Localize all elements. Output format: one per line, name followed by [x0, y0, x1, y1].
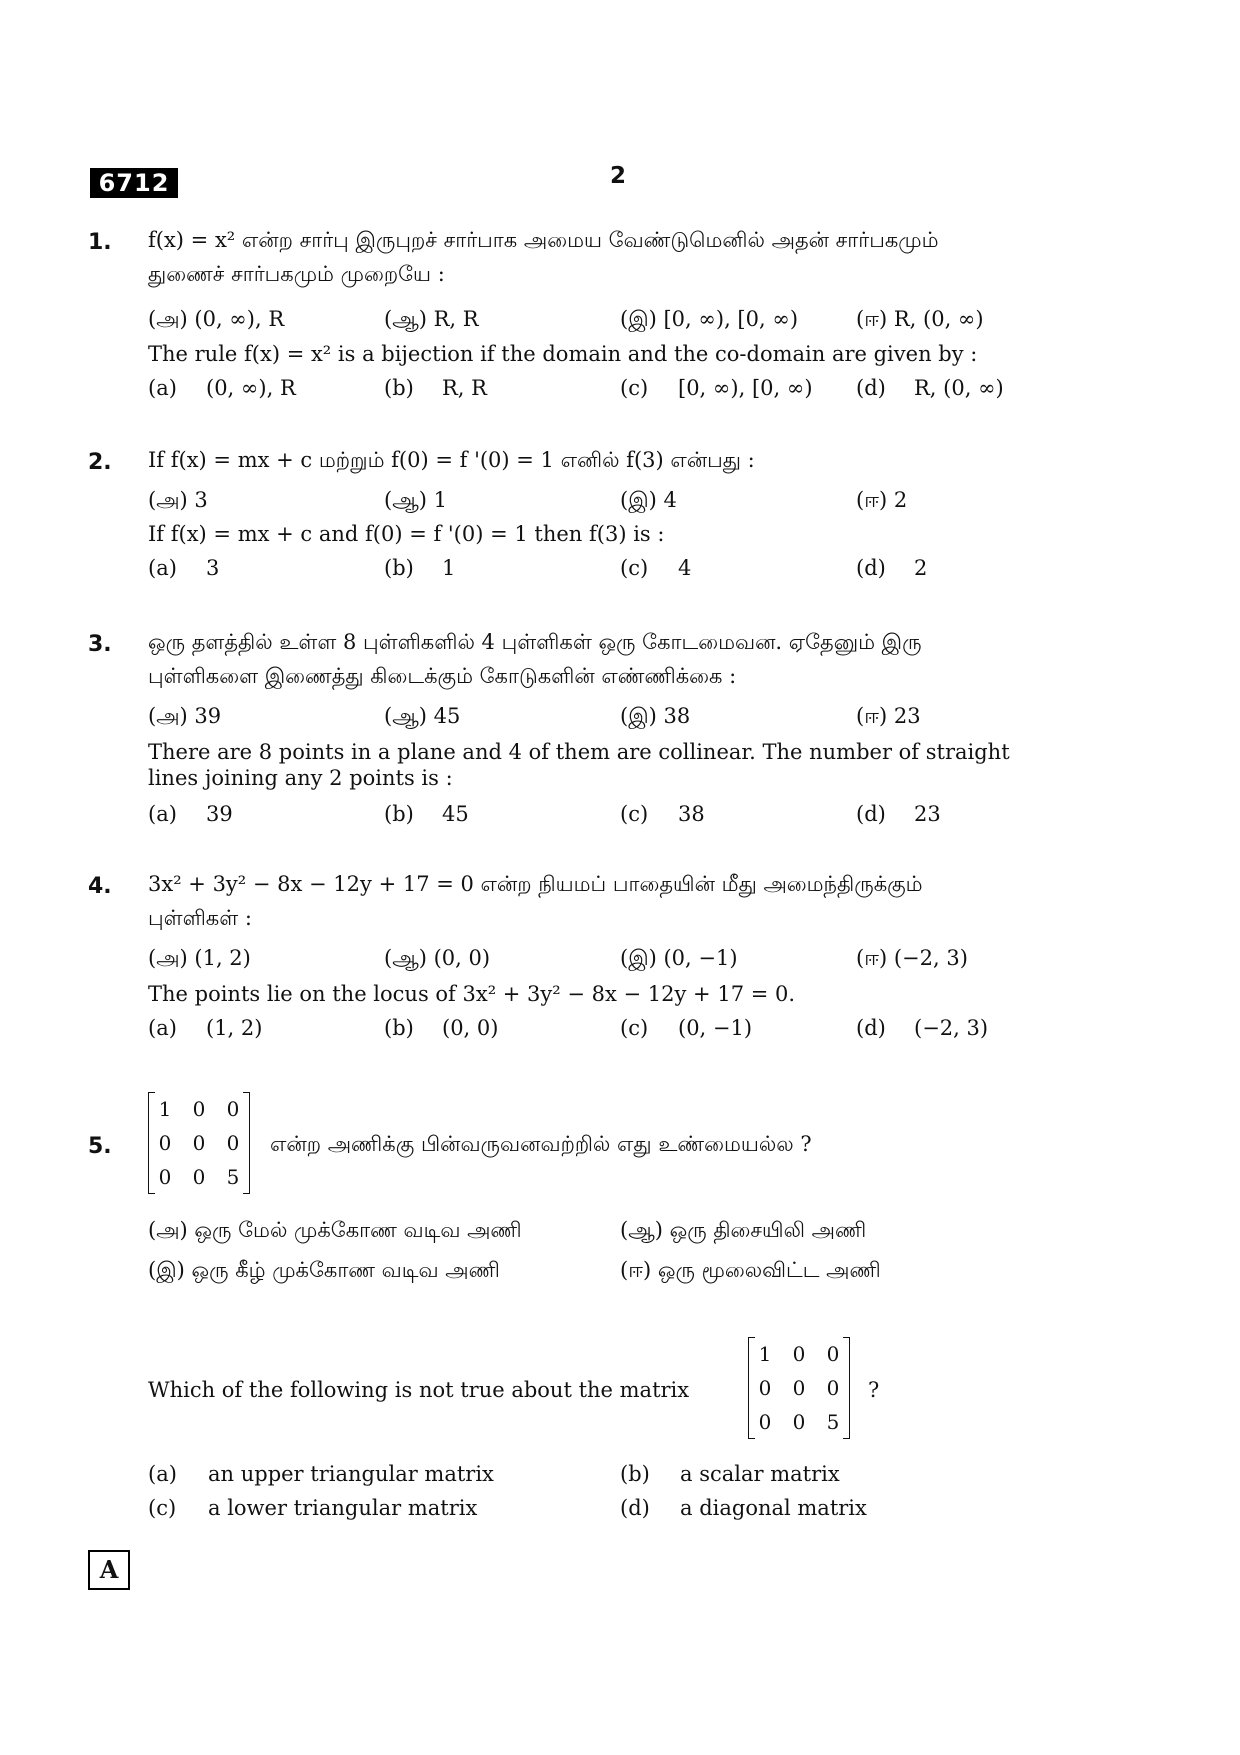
option-tamil-4: (ஈ) ஒரு மூலைவிட்ட அணி: [620, 1258, 881, 1282]
option-english-c: (c) (0, −1): [620, 1016, 753, 1040]
question-text-tamil: என்ற அணிக்கு பின்வருவனவற்றில் எது உண்மையல்ல ?: [270, 1132, 812, 1156]
matrix-cell: 0: [758, 1410, 772, 1434]
option-tamil-3: (இ) (0, −1): [620, 946, 738, 970]
question-text-tamil-line2: புள்ளிகள் :: [148, 906, 252, 930]
option-english-b: (b) 1: [384, 556, 456, 580]
option-english-c: (c) 4: [620, 556, 692, 580]
matrix-tamil: [148, 1092, 250, 1194]
option-tamil-4: (ஈ) 23: [856, 704, 921, 728]
option-english-d: (d) a diagonal matrix: [620, 1496, 867, 1520]
question-text-tamil-line1: f(x) = x² என்ற சார்பு இருபுறச் சார்பாக அமைய வேண்டுமெனில் அதன் சார்பகமும்: [148, 228, 939, 252]
option-tamil-1: (அ) 3: [148, 488, 208, 512]
option-english-d: (d) 23: [856, 802, 941, 826]
question-number: 4.: [88, 874, 112, 899]
question-text-english-line1: There are 8 points in a plane and 4 of them are collinear. The number of straight: [148, 740, 1010, 764]
page-number: 2: [610, 163, 627, 189]
option-tamil-1: (அ) 39: [148, 704, 222, 728]
option-tamil-2: (ஆ) 45: [384, 704, 461, 728]
question-number: 1.: [88, 230, 112, 255]
matrix-cell: 0: [158, 1131, 172, 1155]
option-tamil-3: (இ) 4: [620, 488, 677, 512]
question-text-english: The rule f(x) = x² is a bijection if the domain and the co-domain are given by :: [148, 342, 978, 366]
option-english-b: (b) (0, 0): [384, 1016, 499, 1040]
matrix-cell: 0: [758, 1376, 772, 1400]
matrix-cell: 0: [192, 1131, 206, 1155]
matrix-cell: 0: [792, 1410, 806, 1434]
matrix-cell: 1: [758, 1342, 772, 1366]
matrix-cell: 0: [226, 1097, 240, 1121]
matrix-cell: 0: [192, 1165, 206, 1189]
option-english-d: (d) (−2, 3): [856, 1016, 989, 1040]
matrix-english: [748, 1337, 850, 1439]
option-english-a: (a) an upper triangular matrix: [148, 1462, 494, 1486]
option-tamil-3: (இ) 38: [620, 704, 691, 728]
question-text-tamil-line1: ஒரு தளத்தில் உள்ள 8 புள்ளிகளில் 4 புள்ளிகள் ஒரு கோடமைவன. ஏதேனும் இரு: [148, 630, 922, 654]
question-mark: ?: [868, 1378, 880, 1402]
matrix-cell: 0: [158, 1165, 172, 1189]
matrix-cell: 5: [826, 1410, 840, 1434]
option-tamil-2: (ஆ) 1: [384, 488, 447, 512]
matrix-cell: 0: [192, 1097, 206, 1121]
question-text-tamil-line1: 3x² + 3y² − 8x − 12y + 17 = 0 என்ற நியமப் பாதையின் மீது அமைந்திருக்கும்: [148, 872, 923, 896]
matrix-cell: 5: [226, 1165, 240, 1189]
paper-code-badge: 6712: [90, 168, 178, 198]
option-english-c: (c) 38: [620, 802, 705, 826]
set-label-box: A: [88, 1550, 130, 1590]
question-number: 3.: [88, 632, 112, 657]
option-english-a: (a) (1, 2): [148, 1016, 263, 1040]
option-english-b: (b) a scalar matrix: [620, 1462, 840, 1486]
option-tamil-4: (ஈ) R, (0, ∞): [856, 307, 984, 331]
option-english-a: (a) 3: [148, 556, 220, 580]
matrix-cell: 0: [826, 1376, 840, 1400]
option-tamil-1: (அ) (1, 2): [148, 946, 251, 970]
option-english-c: (c) [0, ∞), [0, ∞): [620, 376, 813, 400]
option-english-c: (c) a lower triangular matrix: [148, 1496, 478, 1520]
matrix-cell: 0: [792, 1376, 806, 1400]
option-tamil-1: (அ) (0, ∞), R: [148, 307, 285, 331]
option-tamil-3: (இ) ஒரு கீழ் முக்கோண வடிவ அணி: [148, 1258, 500, 1282]
option-tamil-2: (ஆ) ஒரு திசையிலி அணி: [620, 1218, 867, 1242]
matrix-cell: 1: [158, 1097, 172, 1121]
option-tamil-4: (ஈ) 2: [856, 488, 908, 512]
question-number: 2.: [88, 450, 112, 475]
question-text-english: Which of the following is not true about the matrix: [148, 1378, 690, 1402]
matrix-cell: 0: [792, 1342, 806, 1366]
option-tamil-1: (அ) ஒரு மேல் முக்கோண வடிவ அணி: [148, 1218, 522, 1242]
option-english-d: (d) R, (0, ∞): [856, 376, 1004, 400]
option-english-a: (a) 39: [148, 802, 233, 826]
question-text-tamil-line2: புள்ளிகளை இணைத்து கிடைக்கும் கோடுகளின் எண்ணிக்கை :: [148, 664, 737, 688]
option-english-d: (d) 2: [856, 556, 928, 580]
question-text-english-line2: lines joining any 2 points is :: [148, 766, 453, 790]
question-text-english: If f(x) = mx + c and f(0) = f '(0) = 1 then f(3) is :: [148, 522, 665, 546]
matrix-cell: 0: [226, 1131, 240, 1155]
question-number: 5.: [88, 1134, 112, 1159]
question-text-tamil-line2: துணைச் சார்பகமும் முறையே :: [148, 262, 445, 286]
option-english-a: (a) (0, ∞), R: [148, 376, 296, 400]
option-tamil-4: (ஈ) (−2, 3): [856, 946, 968, 970]
option-tamil-2: (ஆ) R, R: [384, 307, 479, 331]
matrix-cell: 0: [826, 1342, 840, 1366]
option-tamil-2: (ஆ) (0, 0): [384, 946, 491, 970]
option-english-b: (b) 45: [384, 802, 469, 826]
question-text-english: The points lie on the locus of 3x² + 3y² − 8x − 12y + 17 = 0.: [148, 982, 796, 1006]
option-english-b: (b) R, R: [384, 376, 487, 400]
option-tamil-3: (இ) [0, ∞), [0, ∞): [620, 307, 799, 331]
question-text-tamil: If f(x) = mx + c மற்றும் f(0) = f '(0) = 1 எனில் f(3) என்பது :: [148, 448, 755, 472]
